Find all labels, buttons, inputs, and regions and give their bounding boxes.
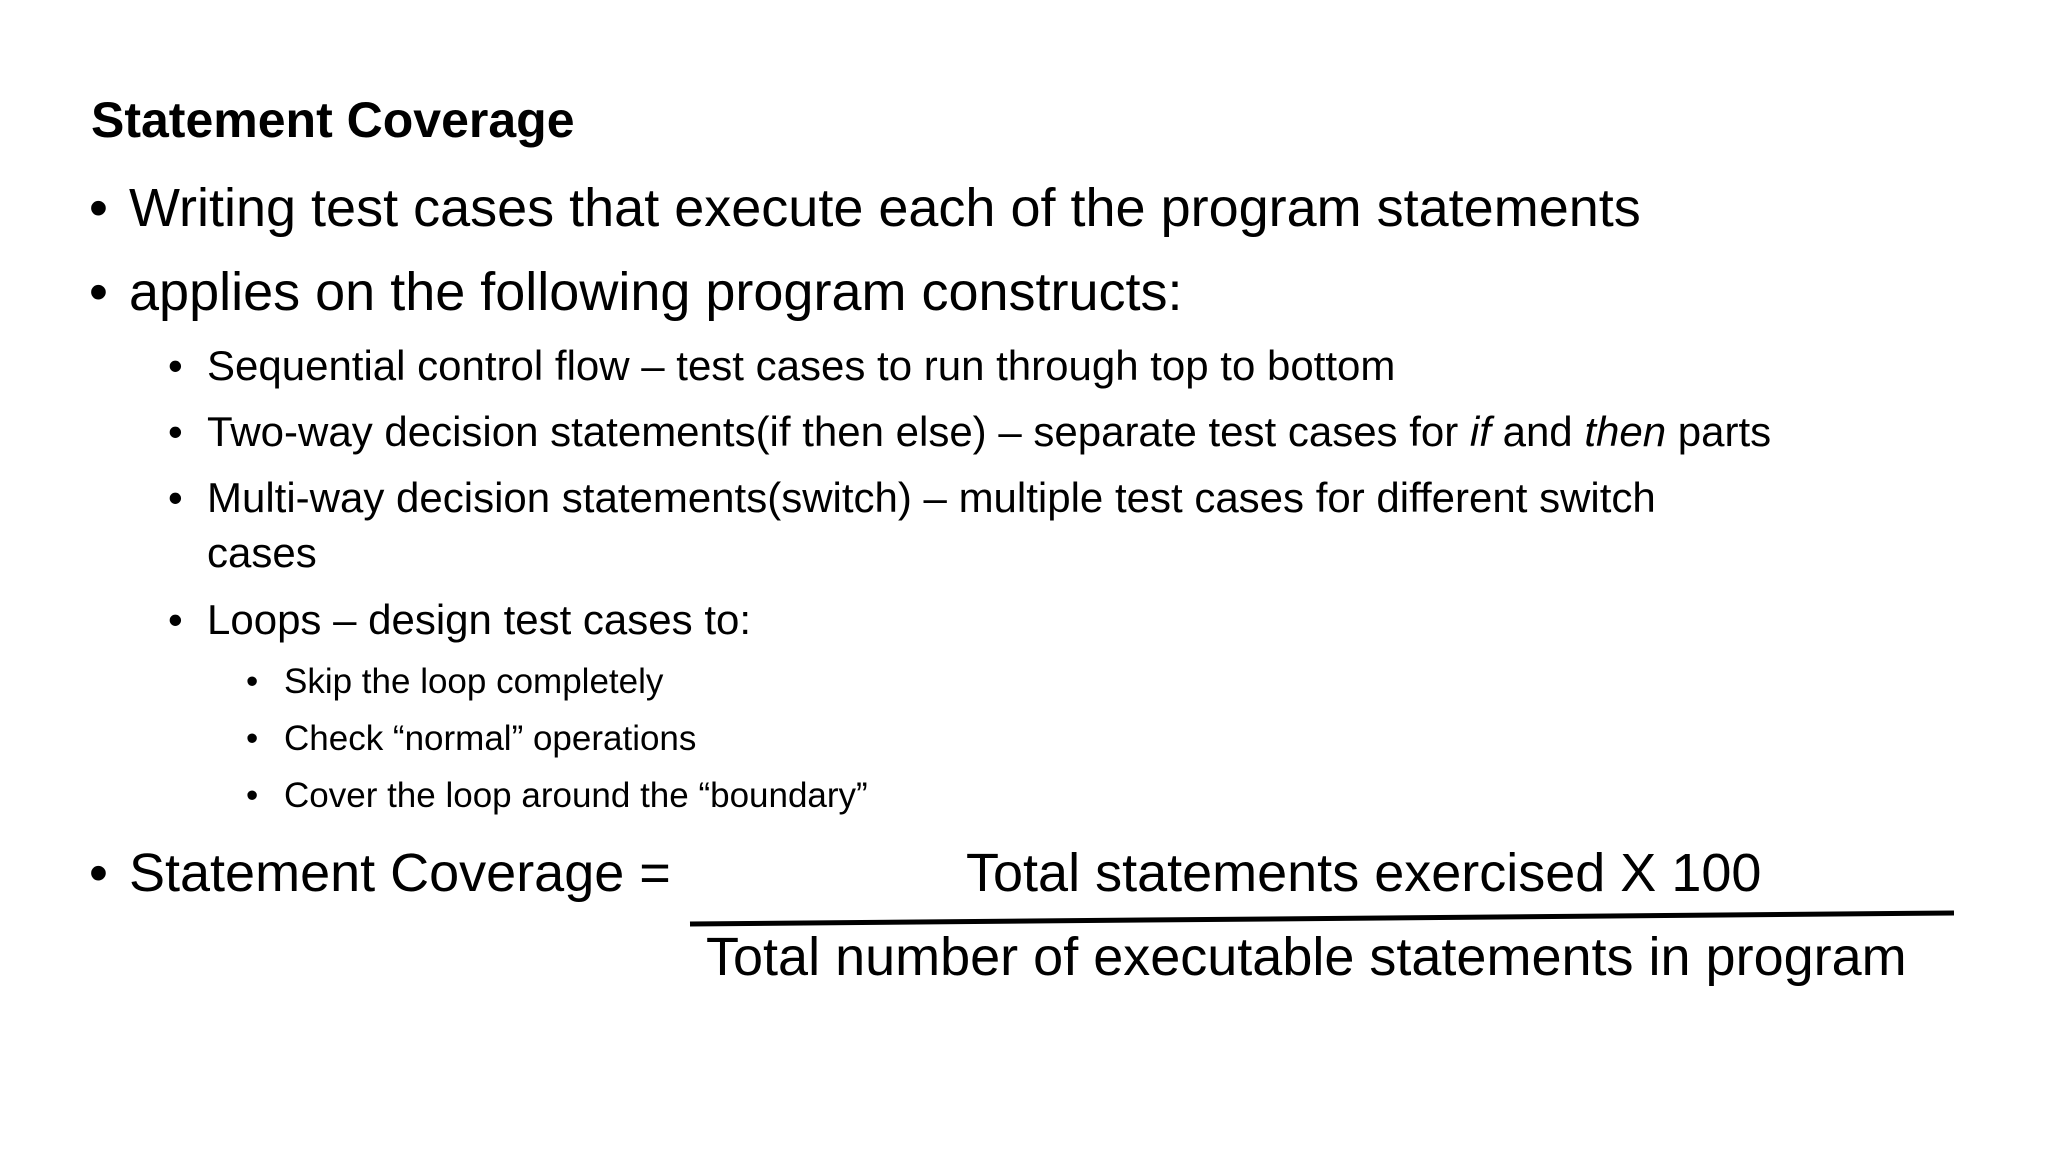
bullet-icon: • — [168, 342, 183, 389]
sub-sub-bullet-text: Skip the loop completely — [284, 662, 664, 701]
bullet-icon: • — [89, 262, 108, 322]
bullet-text: Writing test cases that execute each of the program statements — [129, 178, 1641, 238]
sub-bullet-text: Two-way decision statements(if then else) – separate test cases for — [207, 408, 1470, 455]
and-text: and — [1490, 408, 1585, 455]
formula-denominator: Total number of executable statements in program — [706, 927, 1907, 987]
sub-bullet-text: Loops – design test cases to: — [207, 596, 752, 643]
slide-title: Statement Coverage — [91, 92, 575, 148]
bullet-icon: • — [168, 474, 183, 521]
sub-bullet-text: Sequential control flow – test cases to run through top to bottom — [207, 342, 1396, 389]
bullet-text: Statement Coverage = — [129, 843, 671, 903]
parts-text: parts — [1666, 408, 1772, 455]
bullet-icon: • — [168, 408, 183, 455]
sub-bullet-text: cases — [207, 529, 317, 576]
italic-if-text: if — [1469, 408, 1491, 455]
bullet-icon: • — [246, 662, 259, 701]
bullet-text: applies on the following program constructs: — [129, 262, 1183, 322]
bullet-icon: • — [89, 843, 108, 903]
bullet-icon: • — [168, 596, 183, 643]
bullet-icon: • — [246, 719, 259, 758]
sub-sub-bullet-text: Check “normal” operations — [284, 719, 697, 758]
bullet-icon: • — [246, 776, 259, 815]
bullet-icon: • — [89, 178, 108, 238]
formula-numerator: Total statements exercised X 100 — [966, 843, 1762, 903]
sub-bullet-text: Multi-way decision statements(switch) – multiple test cases for different switch — [207, 474, 1656, 521]
italic-then-text: then — [1584, 408, 1667, 455]
sub-sub-bullet-text: Cover the loop around the “boundary” — [284, 776, 868, 815]
